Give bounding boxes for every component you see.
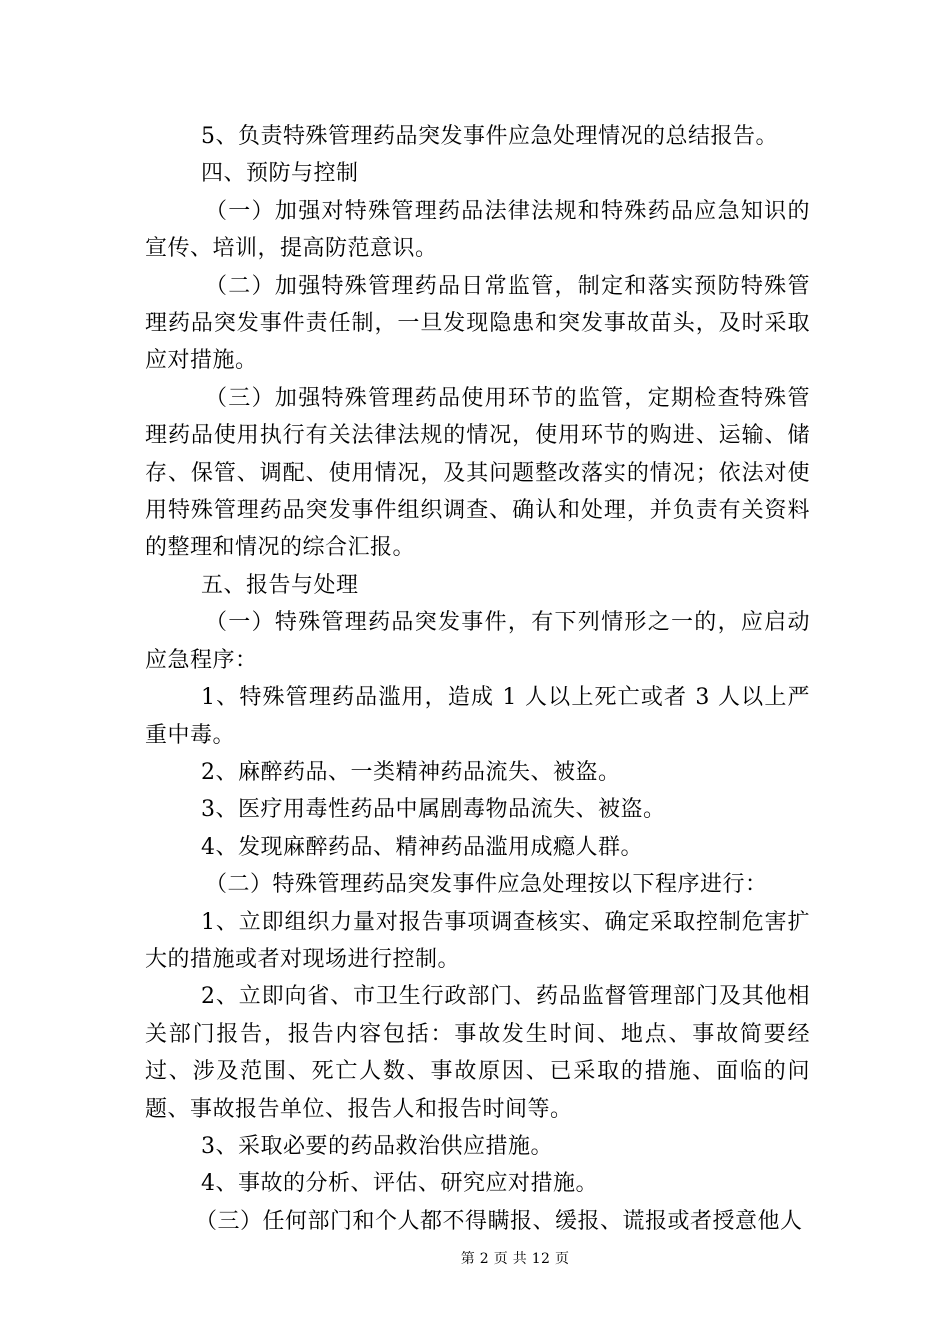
paragraph: （三）任何部门和个人都不得瞒报、缓报、谎报或者授意他人 (195, 1208, 803, 1234)
section-heading: 四、预防与控制 (201, 161, 359, 187)
list-item: 1、立即组织力量对报告事项调查核实、确定采取控制危害扩大的措施或者对现场进行控制。 (145, 909, 810, 972)
list-item: 3、采取必要的药品救治供应措施。 (201, 1133, 553, 1159)
section-heading: 五、报告与处理 (201, 572, 359, 598)
list-item: 3、医疗用毒性药品中属剧毒物品流失、被盗。 (201, 797, 666, 823)
paragraph: （三）加强特殊管理药品使用环节的监管，定期检查特殊管理药品使用执行有关法律法规的情况，使用环节的购进、运输、储存、保管、调配、使用情况，及其问题整改落实的情况；依法对使用特殊管理药品突发事件组织调查、确认和处理，并负责有关资料的整理和情况的综合汇报。 (145, 385, 810, 561)
paragraph: 5、负责特殊管理药品突发事件应急处理情况的总结报告。 (201, 124, 778, 149)
page-number: 第 2 页 共 12 页 (460, 1251, 570, 1267)
list-item: 4、事故的分析、评估、研究应对措施。 (201, 1171, 598, 1197)
list-item: 1、特殊管理药品滥用，造成 1 人以上死亡或者 3 人以上严重中毒。 (145, 685, 810, 748)
paragraph: （一）加强对特殊管理药品法律法规和特殊药品应急知识的宣传、培训，提高防范意识。 (145, 198, 810, 262)
paragraph: （二）加强特殊管理药品日常监管，制定和落实预防特殊管理药品突发事件责任制，一旦发现隐患和突发事故苗头，及时采取应对措施。 (145, 273, 810, 374)
list-item: 2、立即向省、市卫生行政部门、药品监督管理部门及其他相关部门报告，报告内容包括：事故发生时间、地点、事故简要经过、涉及范围、死亡人数、事故原因、已采取的措施、面临的问题、事故报告单位、报告人和报告时间等。 (145, 984, 810, 1122)
list-item: 2、麻醉药品、一类精神药品流失、被盗。 (201, 759, 621, 785)
paragraph: （一）特殊管理药品突发事件，有下列情形之一的，应启动应急程序： (145, 610, 810, 673)
paragraph: （二）特殊管理药品突发事件应急处理按以下程序进行： (205, 872, 768, 898)
list-item: 4、发现麻醉药品、精神药品滥用成瘾人群。 (201, 834, 643, 860)
document-body (145, 118, 810, 1240)
